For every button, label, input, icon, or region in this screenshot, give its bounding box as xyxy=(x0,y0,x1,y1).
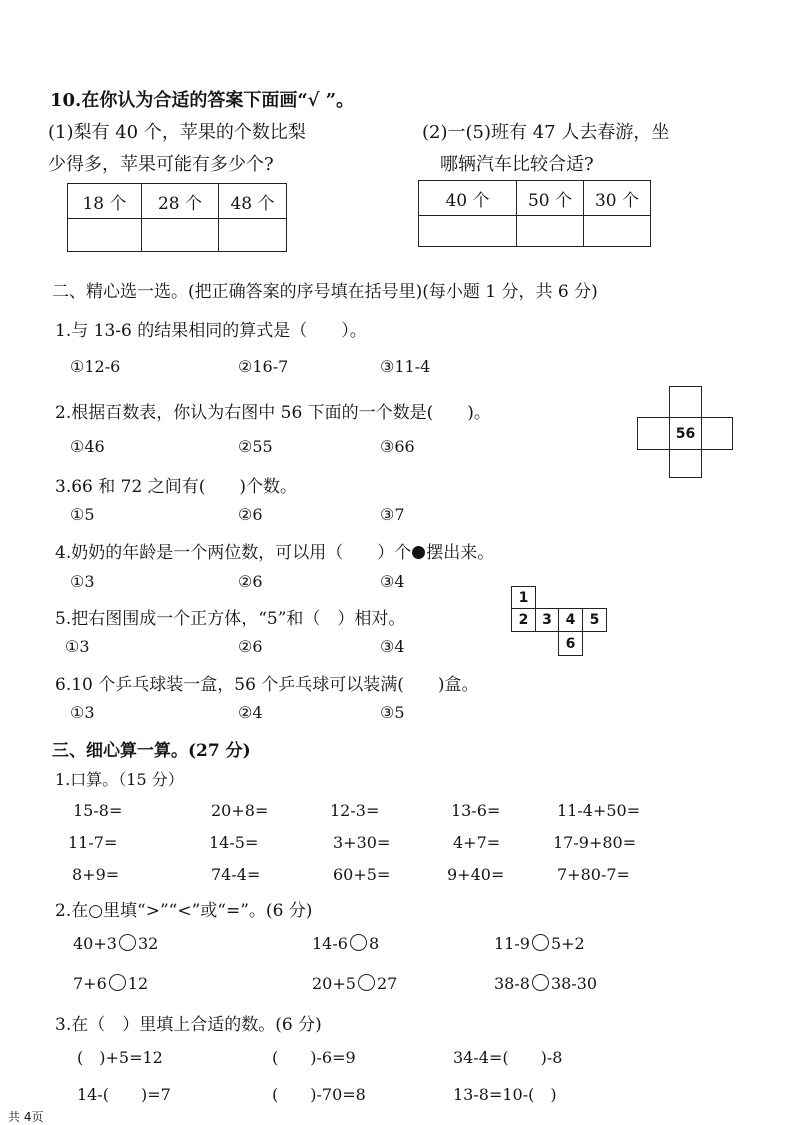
s2-q1-option[interactable]: ②16-7 xyxy=(238,357,289,376)
s2-question-2: 2.根据百数表，你认为右图中 56 下面的一个数是( )。 xyxy=(55,403,491,423)
calc-item: 13-6= xyxy=(451,801,501,820)
q10-part2-line2: 哪辆汽车比较合适? xyxy=(440,154,594,175)
chart-cell-right xyxy=(701,417,733,450)
fill-item[interactable]: 14-( )=7 xyxy=(77,1085,171,1104)
chart-cell-top xyxy=(669,386,702,418)
compare-left: 38-8 xyxy=(494,974,530,993)
fill-item[interactable]: 34-4=( )-8 xyxy=(453,1048,563,1067)
calc-item: 15-8= xyxy=(73,801,123,820)
cube-face-1: 1 xyxy=(511,586,536,609)
compare-left: 11-9 xyxy=(494,934,530,953)
calc-item: 7+80-7= xyxy=(557,865,630,884)
s2-q6-option[interactable]: ③5 xyxy=(380,703,405,722)
circle-blank-icon[interactable] xyxy=(532,974,549,991)
s2-question-5: 5.把右图围成一个正方体，“5”和（ ）相对。 xyxy=(55,609,406,629)
answer-cell[interactable] xyxy=(517,216,584,247)
compare-right: 5+2 xyxy=(550,934,585,953)
s2-q5-option[interactable]: ③4 xyxy=(380,637,405,656)
compare-item xyxy=(73,934,158,953)
calc-item: 11-7= xyxy=(68,833,118,852)
calc-item: 8+9= xyxy=(72,865,120,884)
compare-left: 14-6 xyxy=(312,934,348,953)
section2-header: 二、精心选一选。(把正确答案的序号填在括号里)(每小题 1 分，共 6 分) xyxy=(52,282,598,302)
compare-left: 20+5 xyxy=(312,974,356,993)
fill-item[interactable]: ( )-70=8 xyxy=(272,1085,366,1104)
section3-header: 三、细心算一算。(27 分) xyxy=(52,741,251,761)
s2-question-1: 1.与 13-6 的结果相同的算式是（ ）。 xyxy=(55,321,367,341)
q10-title: 10.在你认为合适的答案下面画“√ ”。 xyxy=(50,90,355,111)
cube-face-6: 6 xyxy=(558,631,583,656)
calc-item: 11-4+50= xyxy=(557,801,641,820)
answer-cell[interactable] xyxy=(219,219,287,252)
q10-part1-line1: (1)梨有 40 个，苹果的个数比梨 xyxy=(48,122,306,143)
circle-blank-icon[interactable] xyxy=(119,934,136,951)
chart-cell-left xyxy=(637,417,670,450)
s2-q4-text-end: 摆出来。 xyxy=(426,543,495,563)
s2-q6-option[interactable]: ①3 xyxy=(70,703,95,722)
calc-item: 12-3= xyxy=(330,801,380,820)
compare-item xyxy=(73,974,148,993)
answer-cell[interactable] xyxy=(68,219,142,252)
s2-q5-option[interactable]: ②6 xyxy=(238,637,263,656)
answer-cell[interactable] xyxy=(419,216,517,247)
s2-question-4 xyxy=(55,538,494,563)
q10-part1-answer-table xyxy=(67,183,287,252)
s2-q2-option[interactable]: ③66 xyxy=(380,437,415,456)
calc-item: 9+40= xyxy=(447,865,505,884)
compare-right: 27 xyxy=(376,974,398,993)
option-cell: 50 个 xyxy=(517,181,584,216)
calc-item: 3+30= xyxy=(333,833,391,852)
option-cell: 30 个 xyxy=(584,181,651,216)
calc-item: 60+5= xyxy=(333,865,391,884)
fill-item[interactable]: ( )-6=9 xyxy=(272,1048,356,1067)
fill-item[interactable]: ( )+5=12 xyxy=(77,1048,163,1067)
s2-q4-option[interactable]: ①3 xyxy=(70,572,95,591)
s2-q5-option[interactable]: ①3 xyxy=(65,637,90,656)
s2-q3-option[interactable]: ③7 xyxy=(380,505,405,524)
s2-question-6: 6.10 个乒乓球装一盒，56 个乒乓球可以装满( )盒。 xyxy=(55,675,479,695)
option-cell: 28 个 xyxy=(142,184,219,219)
calc-item: 20+8= xyxy=(211,801,269,820)
compare-item xyxy=(312,974,397,993)
cube-face-2: 2 xyxy=(511,608,536,632)
s2-q4-option[interactable]: ②6 xyxy=(238,572,263,591)
calc-item: 14-5= xyxy=(209,833,259,852)
option-cell: 40 个 xyxy=(419,181,517,216)
circle-blank-icon[interactable] xyxy=(109,974,126,991)
option-cell: 18 个 xyxy=(68,184,142,219)
answer-cell[interactable] xyxy=(142,219,219,252)
s2-q6-option[interactable]: ②4 xyxy=(238,703,263,722)
s2-q1-option[interactable]: ③11-4 xyxy=(380,357,431,376)
compare-right: 12 xyxy=(127,974,149,993)
compare-right: 38-30 xyxy=(550,974,598,993)
s2-q1-option[interactable]: ①12-6 xyxy=(70,357,121,376)
black-dot-icon xyxy=(412,546,425,559)
q10-part1-line2: 少得多，苹果可能有多少个? xyxy=(48,154,274,175)
circle-blank-icon[interactable] xyxy=(350,934,367,951)
page-footer: 共 4页 xyxy=(8,1110,44,1124)
compare-item xyxy=(494,974,597,993)
s2-q3-option[interactable]: ①5 xyxy=(70,505,95,524)
cube-face-4: 4 xyxy=(558,608,583,632)
s2-q2-option[interactable]: ②55 xyxy=(238,437,273,456)
q10-part2-answer-table xyxy=(418,180,651,247)
fill-item[interactable]: 13-8=10-( ) xyxy=(453,1085,557,1104)
s2-q4-option[interactable]: ③4 xyxy=(380,572,405,591)
calc-item: 17-9+80= xyxy=(553,833,637,852)
compare-left: 40+3 xyxy=(73,934,117,953)
compare-right: 8 xyxy=(368,934,380,953)
s3-sub1-title: 1.口算。（15 分） xyxy=(55,770,184,789)
calc-item: 4+7= xyxy=(453,833,501,852)
chart-cell-bottom xyxy=(669,449,702,478)
compare-right: 32 xyxy=(137,934,159,953)
q10-part2-line1: (2)一(5)班有 47 人去春游，坐 xyxy=(422,122,670,143)
compare-left: 7+6 xyxy=(73,974,107,993)
compare-item xyxy=(494,934,585,953)
circle-blank-icon[interactable] xyxy=(532,934,549,951)
s2-question-3: 3.66 和 72 之间有( )个数。 xyxy=(55,477,297,497)
s2-q3-option[interactable]: ②6 xyxy=(238,505,263,524)
s3-sub2-title: 2.在○里填“>”“<”或“=”。(6 分) xyxy=(55,901,313,921)
answer-cell[interactable] xyxy=(584,216,651,247)
cube-face-3: 3 xyxy=(535,608,559,632)
s2-q4-text: 4.奶奶的年龄是一个两位数，可以用（ ）个 xyxy=(55,543,412,563)
option-cell: 48 个 xyxy=(219,184,287,219)
calc-item: 74-4= xyxy=(211,865,261,884)
s2-q2-option[interactable]: ①46 xyxy=(70,437,105,456)
circle-blank-icon[interactable] xyxy=(358,974,375,991)
cube-face-5: 5 xyxy=(582,608,607,632)
chart-cell-56: 56 xyxy=(669,417,702,450)
compare-item xyxy=(312,934,379,953)
s3-sub3-title: 3.在（ ）里填上合适的数。(6 分) xyxy=(55,1015,322,1035)
